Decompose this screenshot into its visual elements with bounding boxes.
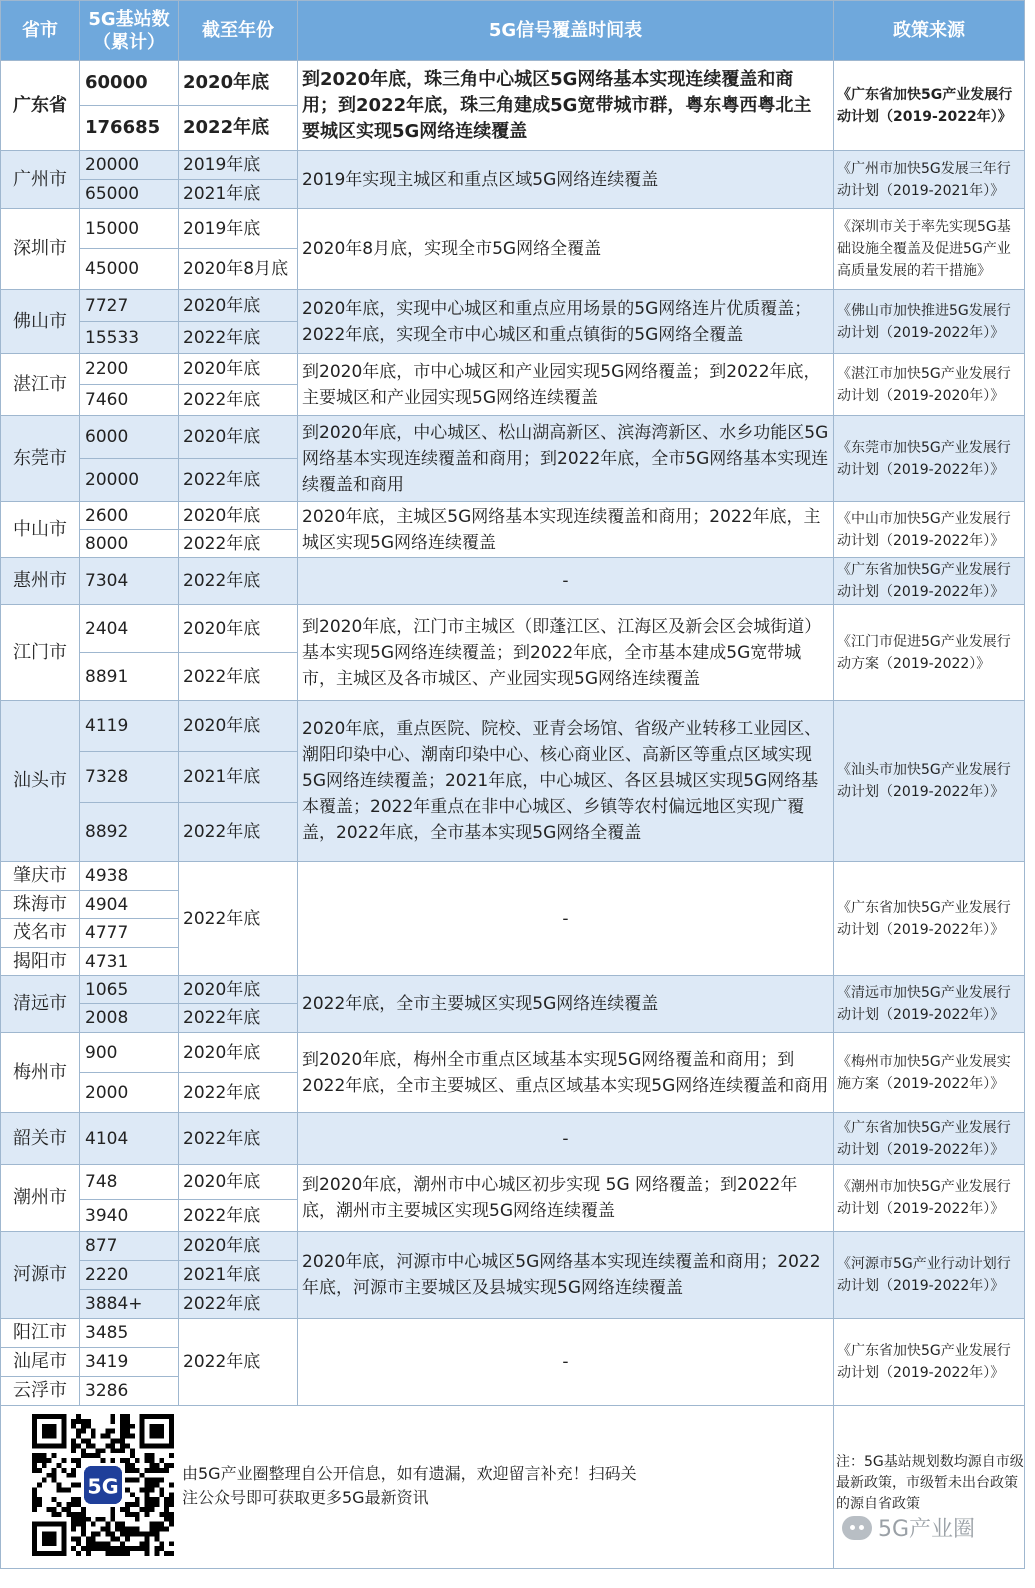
- table-row: [1, 416, 1025, 459]
- station-count-cell: 877: [80, 1232, 179, 1261]
- city-cell: 肇庆市: [1, 862, 80, 891]
- station-count-cell: 3940: [80, 1200, 179, 1232]
- table-row: [1, 290, 1025, 322]
- station-count-cell: 8000: [80, 530, 179, 558]
- station-count-cell: 3286: [80, 1377, 179, 1406]
- header-year: 截至年份: [179, 1, 298, 61]
- source-cell: 《广东省加快5G产业发展行动计划（2019-2022年）》: [834, 558, 1025, 605]
- station-count-cell: 4119: [80, 701, 179, 752]
- coverage-cell: -: [298, 1113, 834, 1165]
- year-cell: 2020年底: [179, 290, 298, 322]
- brand-label: [842, 1512, 1022, 1543]
- station-count-cell: 65000: [80, 180, 179, 209]
- table-row: [1, 605, 1025, 653]
- city-cell: 江门市: [1, 605, 80, 701]
- city-cell: 汕头市: [1, 701, 80, 862]
- station-count-cell: 900: [80, 1033, 179, 1073]
- station-count-cell: 7304: [80, 558, 179, 605]
- table-row: [1, 151, 1025, 180]
- station-count-cell: 7328: [80, 752, 179, 803]
- coverage-cell: 到2020年底，江门市主城区（即蓬江区、江海区及新会区会城街道）基本实现5G网络连续覆盖；到2022年底，全市基本建成5G宽带城市，主城区及各市城区、产业园实现5G网络连续覆盖: [298, 605, 834, 701]
- year-cell: 2022年底: [179, 1290, 298, 1319]
- station-count-cell: 7727: [80, 290, 179, 322]
- city-cell: 广州市: [1, 151, 80, 209]
- station-count-cell: 2220: [80, 1261, 179, 1290]
- table-row: [1, 862, 1025, 891]
- station-count-cell: 6000: [80, 416, 179, 459]
- station-count-cell: 3419: [80, 1348, 179, 1377]
- source-cell: 《深圳市关于率先实现5G基础设施全覆盖及促进5G产业高质量发展的若干措施》: [834, 209, 1025, 290]
- station-count-cell: 7460: [80, 385, 179, 416]
- source-cell: 《广东省加快5G产业发展行动计划（2019-2022年）》: [834, 1319, 1025, 1406]
- station-count-cell: 2008: [80, 1004, 179, 1033]
- source-cell: 《潮州市加快5G产业发展行动计划（2019-2022年）》: [834, 1165, 1025, 1232]
- station-count-cell: 60000: [80, 61, 179, 106]
- station-count-cell: 20000: [80, 459, 179, 502]
- source-cell: 《梅州市加快5G产业发展实施方案（2019-2022年）》: [834, 1033, 1025, 1113]
- city-cell: 潮州市: [1, 1165, 80, 1232]
- year-cell: 2022年底: [179, 459, 298, 502]
- table-row: [1, 1113, 1025, 1165]
- footer-note: 注：5G基站规划数均源自市级最新政策，市级暂未出台政策的源自省政策: [836, 1454, 1024, 1512]
- year-cell: 2019年底: [179, 209, 298, 249]
- table-row: [1, 1319, 1025, 1348]
- station-count-cell: 15000: [80, 209, 179, 249]
- city-cell: 珠海市: [1, 891, 80, 919]
- year-cell: 2022年底: [179, 1073, 298, 1113]
- header-source: 政策来源: [834, 1, 1025, 61]
- city-cell: 阳江市: [1, 1319, 80, 1348]
- coverage-cell: 2022年底，全市主要城区实现5G网络连续覆盖: [298, 976, 834, 1033]
- coverage-cell: 到2020年底，潮州市中心城区初步实现 5G 网络覆盖；到2022年底，潮州市主要城区实现5G网络连续覆盖: [298, 1165, 834, 1232]
- city-cell: 深圳市: [1, 209, 80, 290]
- city-cell: 清远市: [1, 976, 80, 1033]
- city-cell: 云浮市: [1, 1377, 80, 1406]
- coverage-cell: -: [298, 862, 834, 976]
- city-cell: 湛江市: [1, 354, 80, 416]
- station-count-cell: 748: [80, 1165, 179, 1200]
- station-count-cell: 2600: [80, 502, 179, 530]
- source-cell: 《河源市5G产业行动计划行动计划（2019-2022年）》: [834, 1232, 1025, 1319]
- coverage-cell: 到2020年底，梅州全市重点区域基本实现5G网络覆盖和商用；到2022年底，全市主要城区、重点区域基本实现5G网络连续覆盖和商用: [298, 1033, 834, 1113]
- station-count-cell: 2404: [80, 605, 179, 653]
- coverage-cell: 2020年底，重点医院、院校、亚青会场馆、省级产业转移工业园区、潮阳印染中心、潮南印染中心、核心商业区、高新区等重点区域实现5G网络连续覆盖；2021年底，中心城区、各区县城区实现5G网络基本覆盖；2022年重点在非中心城区、乡镇等农村偏远地区实现广覆盖，2022年底，全市基本实现5G网络全覆盖: [298, 701, 834, 862]
- station-count-cell: 4904: [80, 891, 179, 919]
- year-cell: 2022年底: [179, 862, 298, 976]
- year-cell: 2020年底: [179, 61, 298, 106]
- year-cell: 2020年底: [179, 1232, 298, 1261]
- city-cell: 河源市: [1, 1232, 80, 1319]
- year-cell: 2020年底: [179, 354, 298, 385]
- coverage-cell: -: [298, 1319, 834, 1406]
- city-cell: 茂名市: [1, 919, 80, 948]
- qr-badge-label: 5G: [87, 1474, 119, 1499]
- station-count-cell: 20000: [80, 151, 179, 180]
- table-row: [1, 976, 1025, 1004]
- city-cell: 佛山市: [1, 290, 80, 354]
- coverage-cell: 2020年8月底，实现全市5G网络全覆盖: [298, 209, 834, 290]
- year-cell: 2020年底: [179, 502, 298, 530]
- station-count-cell: 4938: [80, 862, 179, 891]
- year-cell: 2022年底: [179, 1004, 298, 1033]
- source-cell: 《广东省加快5G产业发展行动计划（2019-2022年）》: [834, 862, 1025, 976]
- source-cell: 《东莞市加快5G产业发展行动计划（2019-2022年）》: [834, 416, 1025, 502]
- source-cell: 《广东省加快5G产业发展行动计划（2019-2022年）》: [834, 61, 1025, 151]
- coverage-cell: 2020年底，主城区5G网络基本实现连续覆盖和商用；2022年底，主城区实现5G网络连续覆盖: [298, 502, 834, 558]
- source-cell: 《清远市加快5G产业发展行动计划（2019-2022年）》: [834, 976, 1025, 1033]
- station-count-cell: 176685: [80, 106, 179, 151]
- year-cell: 2020年底: [179, 1033, 298, 1073]
- table-row: [1, 209, 1025, 249]
- station-count-cell: 8891: [80, 653, 179, 701]
- source-cell: 《湛江市加快5G产业发展行动计划（2019-2020年）》: [834, 354, 1025, 416]
- coverage-cell: 到2020年底，中心城区、松山湖高新区、滨海湾新区、水乡功能区5G网络基本实现连续覆盖和商用；到2022年底，全市5G网络基本实现连续覆盖和商用: [298, 416, 834, 502]
- source-cell: 《江门市促进5G产业发展行动方案（2019-2022）》: [834, 605, 1025, 701]
- city-cell: 揭阳市: [1, 948, 80, 976]
- year-cell: 2022年底: [179, 1319, 298, 1406]
- year-cell: 2020年底: [179, 605, 298, 653]
- year-cell: 2020年底: [179, 1165, 298, 1200]
- year-cell: 2021年底: [179, 180, 298, 209]
- station-count-cell: 1065: [80, 976, 179, 1004]
- city-cell: 东莞市: [1, 416, 80, 502]
- coverage-cell: 到2020年底，市中心城区和产业园实现5G网络覆盖；到2022年底，主要城区和产业园实现5G网络连续覆盖: [298, 354, 834, 416]
- source-cell: 《汕头市加快5G产业发展行动计划（2019-2022年）》: [834, 701, 1025, 862]
- city-cell: 梅州市: [1, 1033, 80, 1113]
- table-row: [1, 61, 1025, 106]
- year-cell: 2022年底: [179, 558, 298, 605]
- station-count-cell: 2200: [80, 354, 179, 385]
- city-cell: 汕尾市: [1, 1348, 80, 1377]
- header-city: 省市: [1, 1, 80, 61]
- source-cell: 《中山市加快5G产业发展行动计划（2019-2022年）》: [834, 502, 1025, 558]
- wechat-icon: [842, 1516, 872, 1540]
- year-cell: 2022年底: [179, 106, 298, 151]
- station-count-cell: 2000: [80, 1073, 179, 1113]
- table-row: [1, 1033, 1025, 1073]
- city-cell: 韶关市: [1, 1113, 80, 1165]
- table-row: [1, 1165, 1025, 1200]
- coverage-cell: 到2020年底，珠三角中心城区5G网络基本实现连续覆盖和商用；到2022年底，珠三角建成5G宽带城市群，粤东粤西粤北主要城区实现5G网络连续覆盖: [298, 61, 834, 151]
- station-count-cell: 4777: [80, 919, 179, 948]
- city-cell: 惠州市: [1, 558, 80, 605]
- source-cell: 《广州市加快5G发展三年行动计划（2019-2021年）》: [834, 151, 1025, 209]
- year-cell: 2021年底: [179, 752, 298, 803]
- table-body: [1, 61, 1025, 1406]
- station-count-cell: 4731: [80, 948, 179, 976]
- coverage-cell: -: [298, 558, 834, 605]
- station-count-cell: 3884+: [80, 1290, 179, 1319]
- source-cell: 《广东省加快5G产业发展行动计划（2019-2022年）》: [834, 1113, 1025, 1165]
- year-cell: 2020年底: [179, 416, 298, 459]
- city-cell: 中山市: [1, 502, 80, 558]
- header-stations: 5G基站数（累计）: [80, 1, 179, 61]
- table-row: [1, 701, 1025, 752]
- year-cell: 2022年底: [179, 1200, 298, 1232]
- year-cell: 2022年底: [179, 530, 298, 558]
- coverage-cell: 2020年底，实现中心城区和重点应用场景的5G网络连片优质覆盖；2022年底，实现全市中心城区和重点镇街的5G网络全覆盖: [298, 290, 834, 354]
- year-cell: 2021年底: [179, 1261, 298, 1290]
- year-cell: 2022年底: [179, 653, 298, 701]
- year-cell: 2020年底: [179, 701, 298, 752]
- year-cell: 2019年底: [179, 151, 298, 180]
- table-row: [1, 354, 1025, 385]
- station-count-cell: 4104: [80, 1113, 179, 1165]
- year-cell: 2022年底: [179, 803, 298, 862]
- coverage-cell: 2019年实现主城区和重点区域5G网络连续覆盖: [298, 151, 834, 209]
- year-cell: 2022年底: [179, 1113, 298, 1165]
- year-cell: 2020年8月底: [179, 249, 298, 290]
- city-cell: 广东省: [1, 61, 80, 151]
- year-cell: 2022年底: [179, 322, 298, 354]
- station-count-cell: 15533: [80, 322, 179, 354]
- station-count-cell: 8892: [80, 803, 179, 862]
- station-count-cell: 3485: [80, 1319, 179, 1348]
- table-header-row: [1, 1, 1025, 61]
- year-cell: 2020年底: [179, 976, 298, 1004]
- qr-code: [32, 1414, 174, 1556]
- source-cell: 《佛山市加快推进5G发展行动计划（2019-2022年）》: [834, 290, 1025, 354]
- brand-name: 5G产业圈: [878, 1517, 976, 1542]
- table-row: [1, 558, 1025, 605]
- year-cell: 2022年底: [179, 385, 298, 416]
- coverage-cell: 2020年底，河源市中心城区5G网络基本实现连续覆盖和商用；2022年底，河源市主要城区及县城实现5G网络连续覆盖: [298, 1232, 834, 1319]
- table-row: [1, 502, 1025, 530]
- footer-text: 由5G产业圈整理自公开信息，如有遗漏，欢迎留言补充！扫码关注公众号即可获取更多5G最新资讯: [182, 1464, 637, 1507]
- station-count-cell: 45000: [80, 249, 179, 290]
- table-row: [1, 1232, 1025, 1261]
- header-coverage: 5G信号覆盖时间表: [298, 1, 834, 61]
